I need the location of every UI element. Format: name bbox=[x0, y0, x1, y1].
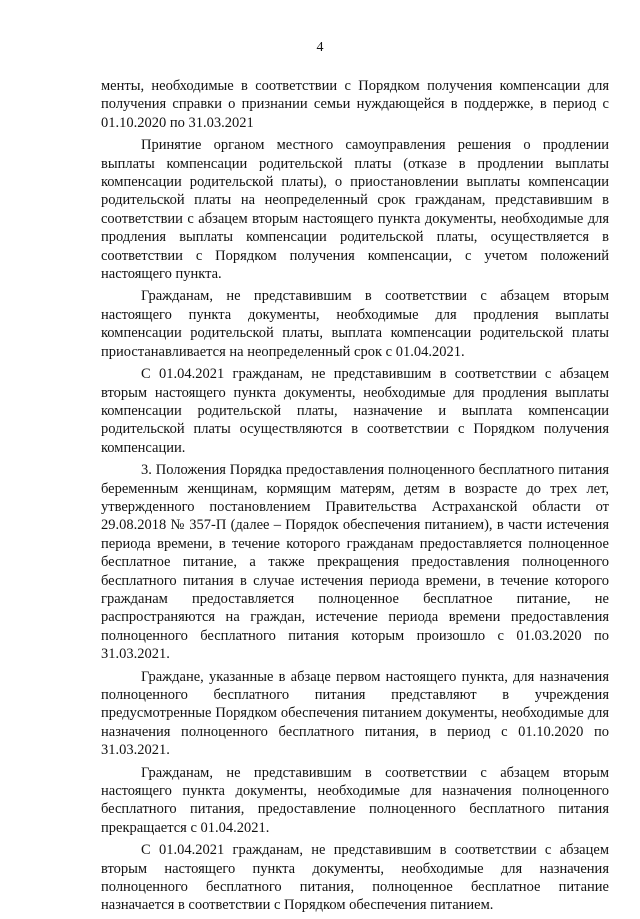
paragraph-nutrition-from-april: С 01.04.2021 гражданам, не представившим в соответствии с абзацем вторым настоящего пункта документы, необходимые для назначения полноценного бесплатного питания, полноценное бесплатное питание назначается в соответствии с Порядком обеспечения питанием. bbox=[101, 842, 609, 914]
paragraph-decision-extension: Принятие органом местного самоуправления решения о продлении выплаты компенсации родительской платы (отказе в продлении выплаты компенсации родительской платы), о приостановлении выплаты компенсации родительской платы на неопределенный срок гражданам, представившим в соответствии с абзацем вторым настоящего пункта документы, необходимые для продления выплаты компенсации родительской платы, осуществляется в соответствии с Порядком получения компенсации, с учетом положений настоящего пункта. bbox=[101, 137, 609, 283]
paragraph-citizens-nutrition: Граждане, указанные в абзаце первом настоящего пункта, для назначения полноценного бесплатного питания представляют в учреждения предусмотренные Порядком обеспечения питанием документы, необходимые для назначения полноценного бесплатного питания, в период с 01.10.2020 по 31.03.2021. bbox=[101, 668, 609, 759]
paragraph-nutrition-termination: Гражданам, не представившим в соответствии с абзацем вторым настоящего пункта документы, необходимые для назначения полноценного бесплатного питания, предоставление полноценного бесплатного питания прекращается с 01.04.2021. bbox=[101, 764, 609, 836]
page-number: 4 bbox=[316, 40, 324, 55]
document-body bbox=[101, 77, 609, 919]
paragraph-from-april: С 01.04.2021 гражданам, не представившим в соответствии с абзацем вторым настоящего пункта документы, необходимые для продления выплаты компенсации родительской платы, назначение и выплата компенсации родительской платы осуществляются в соответствии с Порядком получения компенсации. bbox=[101, 366, 609, 456]
paragraph-section-3: 3. Положения Порядка предоставления полноценного бесплатного питания беременным женщинам, кормящим матерям, детям в возрасте до трех лет, утвержденного постановлением Правительства Астраханской области от 29.08.2018 № 357-П (далее – Порядок обеспечения питанием), в части истечения периода времени, в течение которого гражданам предоставляется полноценное бесплатное питание, а также прекращения предоставления полноценного бесплатного питания в случае истечения периода времени, в течение которого гражданам предоставляется полноценное бесплатное питание, не распространяются на граждан, истечение периода времени предоставления полноценного бесплатного питания которым произошло с 01.03.2020 по 31.03.2021. bbox=[101, 462, 609, 663]
paragraph-continuation: менты, необходимые в соответствии с Порядком получения компенсации для получения справки о признании семьи нуждающейся в поддержке, в период с 01.10.2020 по 31.03.2021 bbox=[101, 78, 609, 131]
paragraph-suspension: Гражданам, не представившим в соответствии с абзацем вторым настоящего пункта документы, необходимые для продления выплаты компенсации родительской платы, выплата компенсации родительской платы приостанавливается на неопределенный срок с 01.04.2021. bbox=[101, 288, 609, 360]
